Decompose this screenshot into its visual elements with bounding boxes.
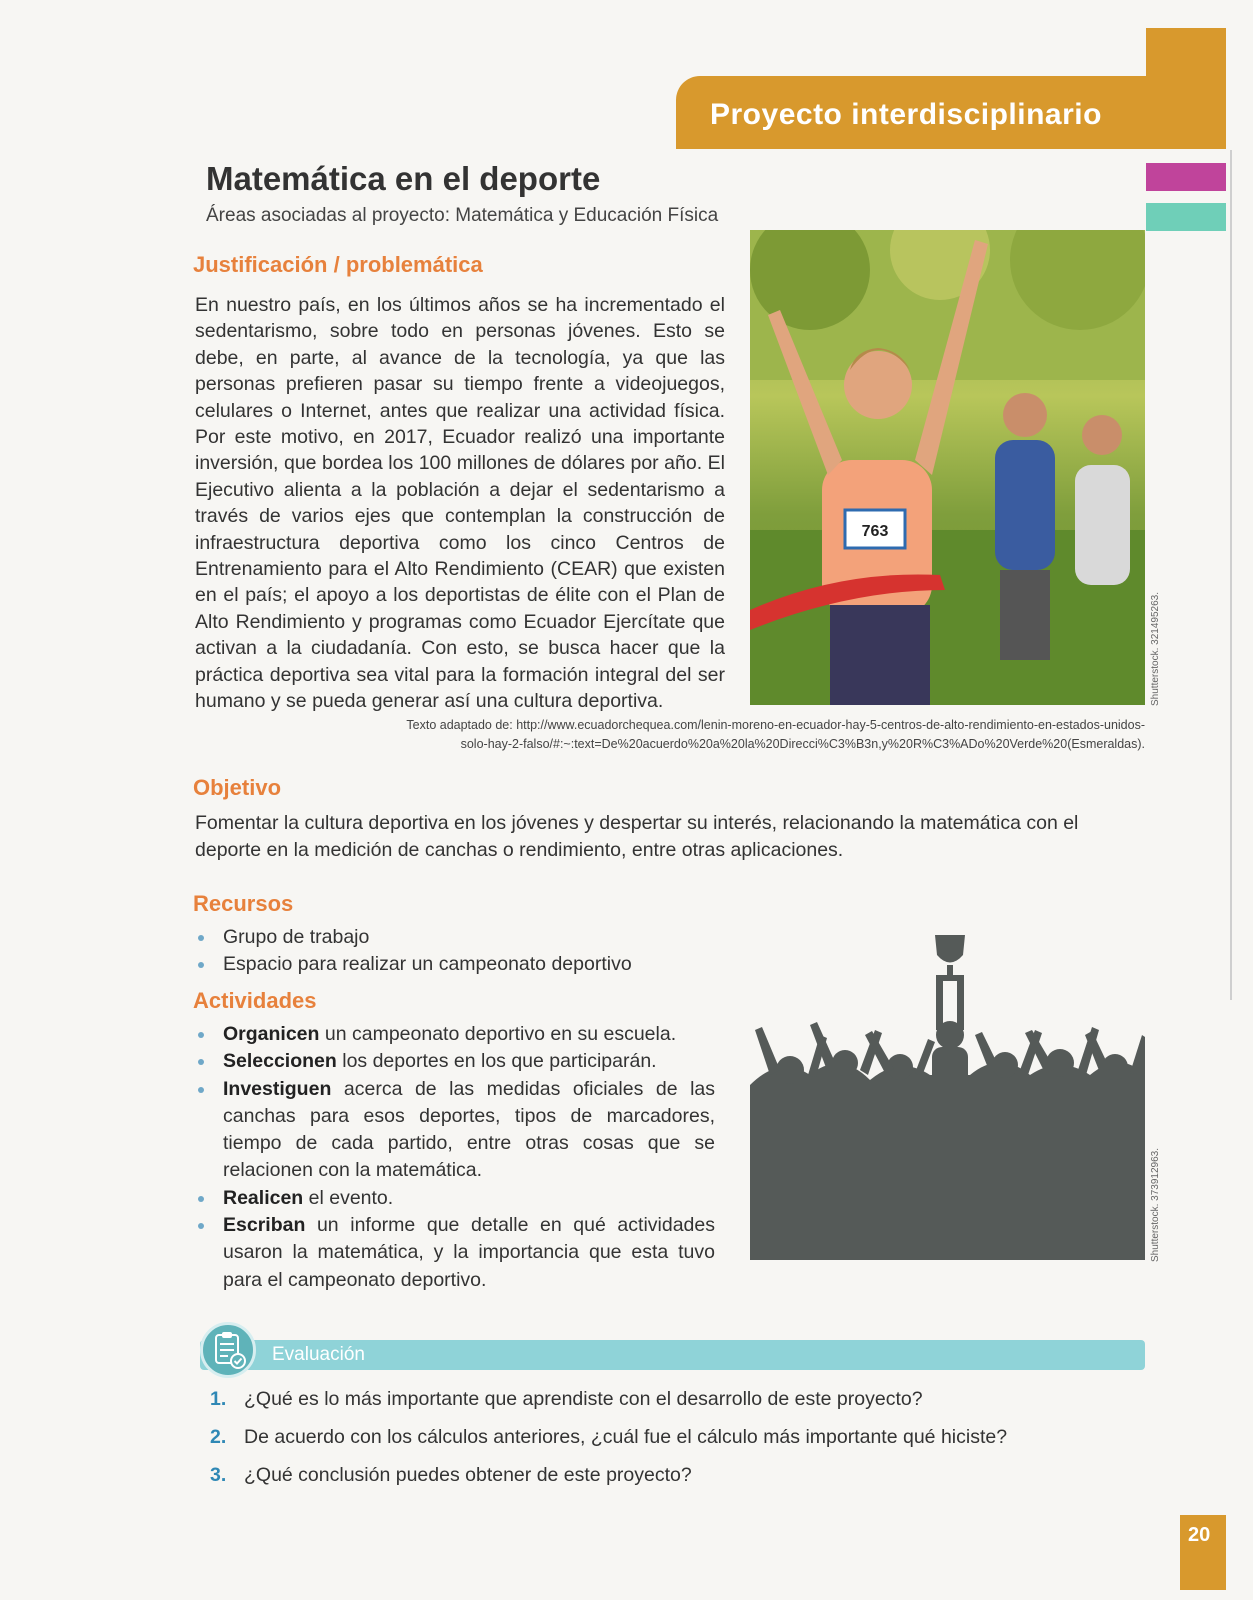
runner-photo-illustration [750,230,1145,705]
evaluation-label: Evaluación [272,1344,365,1365]
page-title: Matemática en el deporte [206,160,601,197]
celebration-silhouette [750,935,1145,1260]
accent-bar-pink [1146,163,1226,191]
bib-number: 763 [861,523,889,540]
list-item: Escriban un informe que detalle en qué actividades usaron la matemática, y la importancia que esta tuvo para el campeonato deportivo. [195,1212,715,1294]
page-subtitle: Áreas asociadas al proyecto: Matemática y Educación Física [206,205,719,226]
objective-heading: Objetivo [193,775,282,800]
list-item: Realicen el evento. [195,1185,715,1212]
bullet-icon [198,962,204,968]
list-item: Grupo de trabajo [195,924,715,951]
activities-list [195,1021,715,1294]
objective-text: Fomentar la cultura deportiva en los jóvenes y despertar su interés, relacionando la matemática con el deporte en la medición de canchas o rendimiento, entre otras aplicaciones. [195,812,1079,861]
source-citation [300,716,1145,754]
bullet-icon [198,1196,204,1202]
bullet-icon [198,1059,204,1065]
resources-list [195,924,715,979]
question-item: 2. De acuerdo con los cálculos anteriores, ¿cuál fue el cálculo más importante qué hiciste? [210,1426,1008,1448]
header-tab [1146,28,1226,149]
evaluation-questions [210,1380,1150,1494]
resources-heading: Recursos [193,891,294,916]
banner-title: Proyecto interdisciplinario [710,98,1102,131]
clipboard-check-icon [200,1322,256,1378]
accent-bar-teal [1146,203,1226,231]
runner-photo [750,230,1145,705]
bullet-icon [198,1032,204,1038]
justification-text: En nuestro país, en los últimos años se ha incrementado el sedentarismo, sobre todo en personas jóvenes. Esto se debe, en parte, al avance de la tecnología, ya que las personas prefieren pasar su tiempo frente a videojuegos, celulares o Internet, antes que realizar una actividad física. Por este motivo, en 2017, Ecuador realizó una importante inversión, que bordea los 100 millones de dólares por año. El Ejecutivo alienta a la población a dejar el sedentarismo a través de varios ejes que contemplan la construcción de infraestructura deportiva como los cinco Centros de Entrenamiento para el Alto Rendimiento (CEAR) que existen en el país; el apoyo a los deportistas de élite con el Plan de Alto Rendimiento y programas como Ecuador Ejercítate que activan a la ciudadanía. Con esto, se busca hacer que la práctica deportiva sea vital para la formación integral del ser humano y se pueda generar así una cultura deportiva. [195,294,725,713]
silhouette-credit: Shutterstock. 373912963. [1150,1148,1161,1262]
bullet-icon [198,1223,204,1229]
page-number: 20 [1188,1524,1211,1546]
list-item: Espacio para realizar un campeonato deportivo [195,951,715,978]
question-item: 1. ¿Qué es lo más importante que aprendiste con el desarrollo de este proyecto? [210,1388,923,1410]
source-line-2: solo-hay-2-falso/#:~:text=De%20acuerdo%20a%20la%20Direcci%C3%B3n,y%20R%C3%ADo%20Verde%20(Esmeraldas). [460,737,1145,751]
activities-heading: Actividades [193,988,317,1013]
list-item: Investiguen acerca de las medidas oficiales de las canchas para esos deportes, tipos de marcadores, tiempo de cada partido, entre otras cosas que se relacionen con la matemática. [195,1076,715,1185]
page-edge-line [1230,150,1232,1000]
list-item: Organicen un campeonato deportivo en su escuela. [195,1021,715,1048]
list-item: Seleccionen los deportes en los que participarán. [195,1048,715,1075]
bullet-icon [198,1087,204,1093]
question-item: 3. ¿Qué conclusión puedes obtener de este proyecto? [210,1464,692,1486]
bullet-icon [198,935,204,941]
source-line-1: Texto adaptado de: http://www.ecuadorchequea.com/lenin-moreno-en-ecuador-hay-5-centros-de-alto-rendimiento-en-estados-unidos- [406,718,1145,732]
trophy-crowd-illustration [750,935,1145,1260]
justification-heading: Justificación / problemática [193,252,483,277]
photo-credit: Shutterstock. 321495263. [1150,592,1161,706]
